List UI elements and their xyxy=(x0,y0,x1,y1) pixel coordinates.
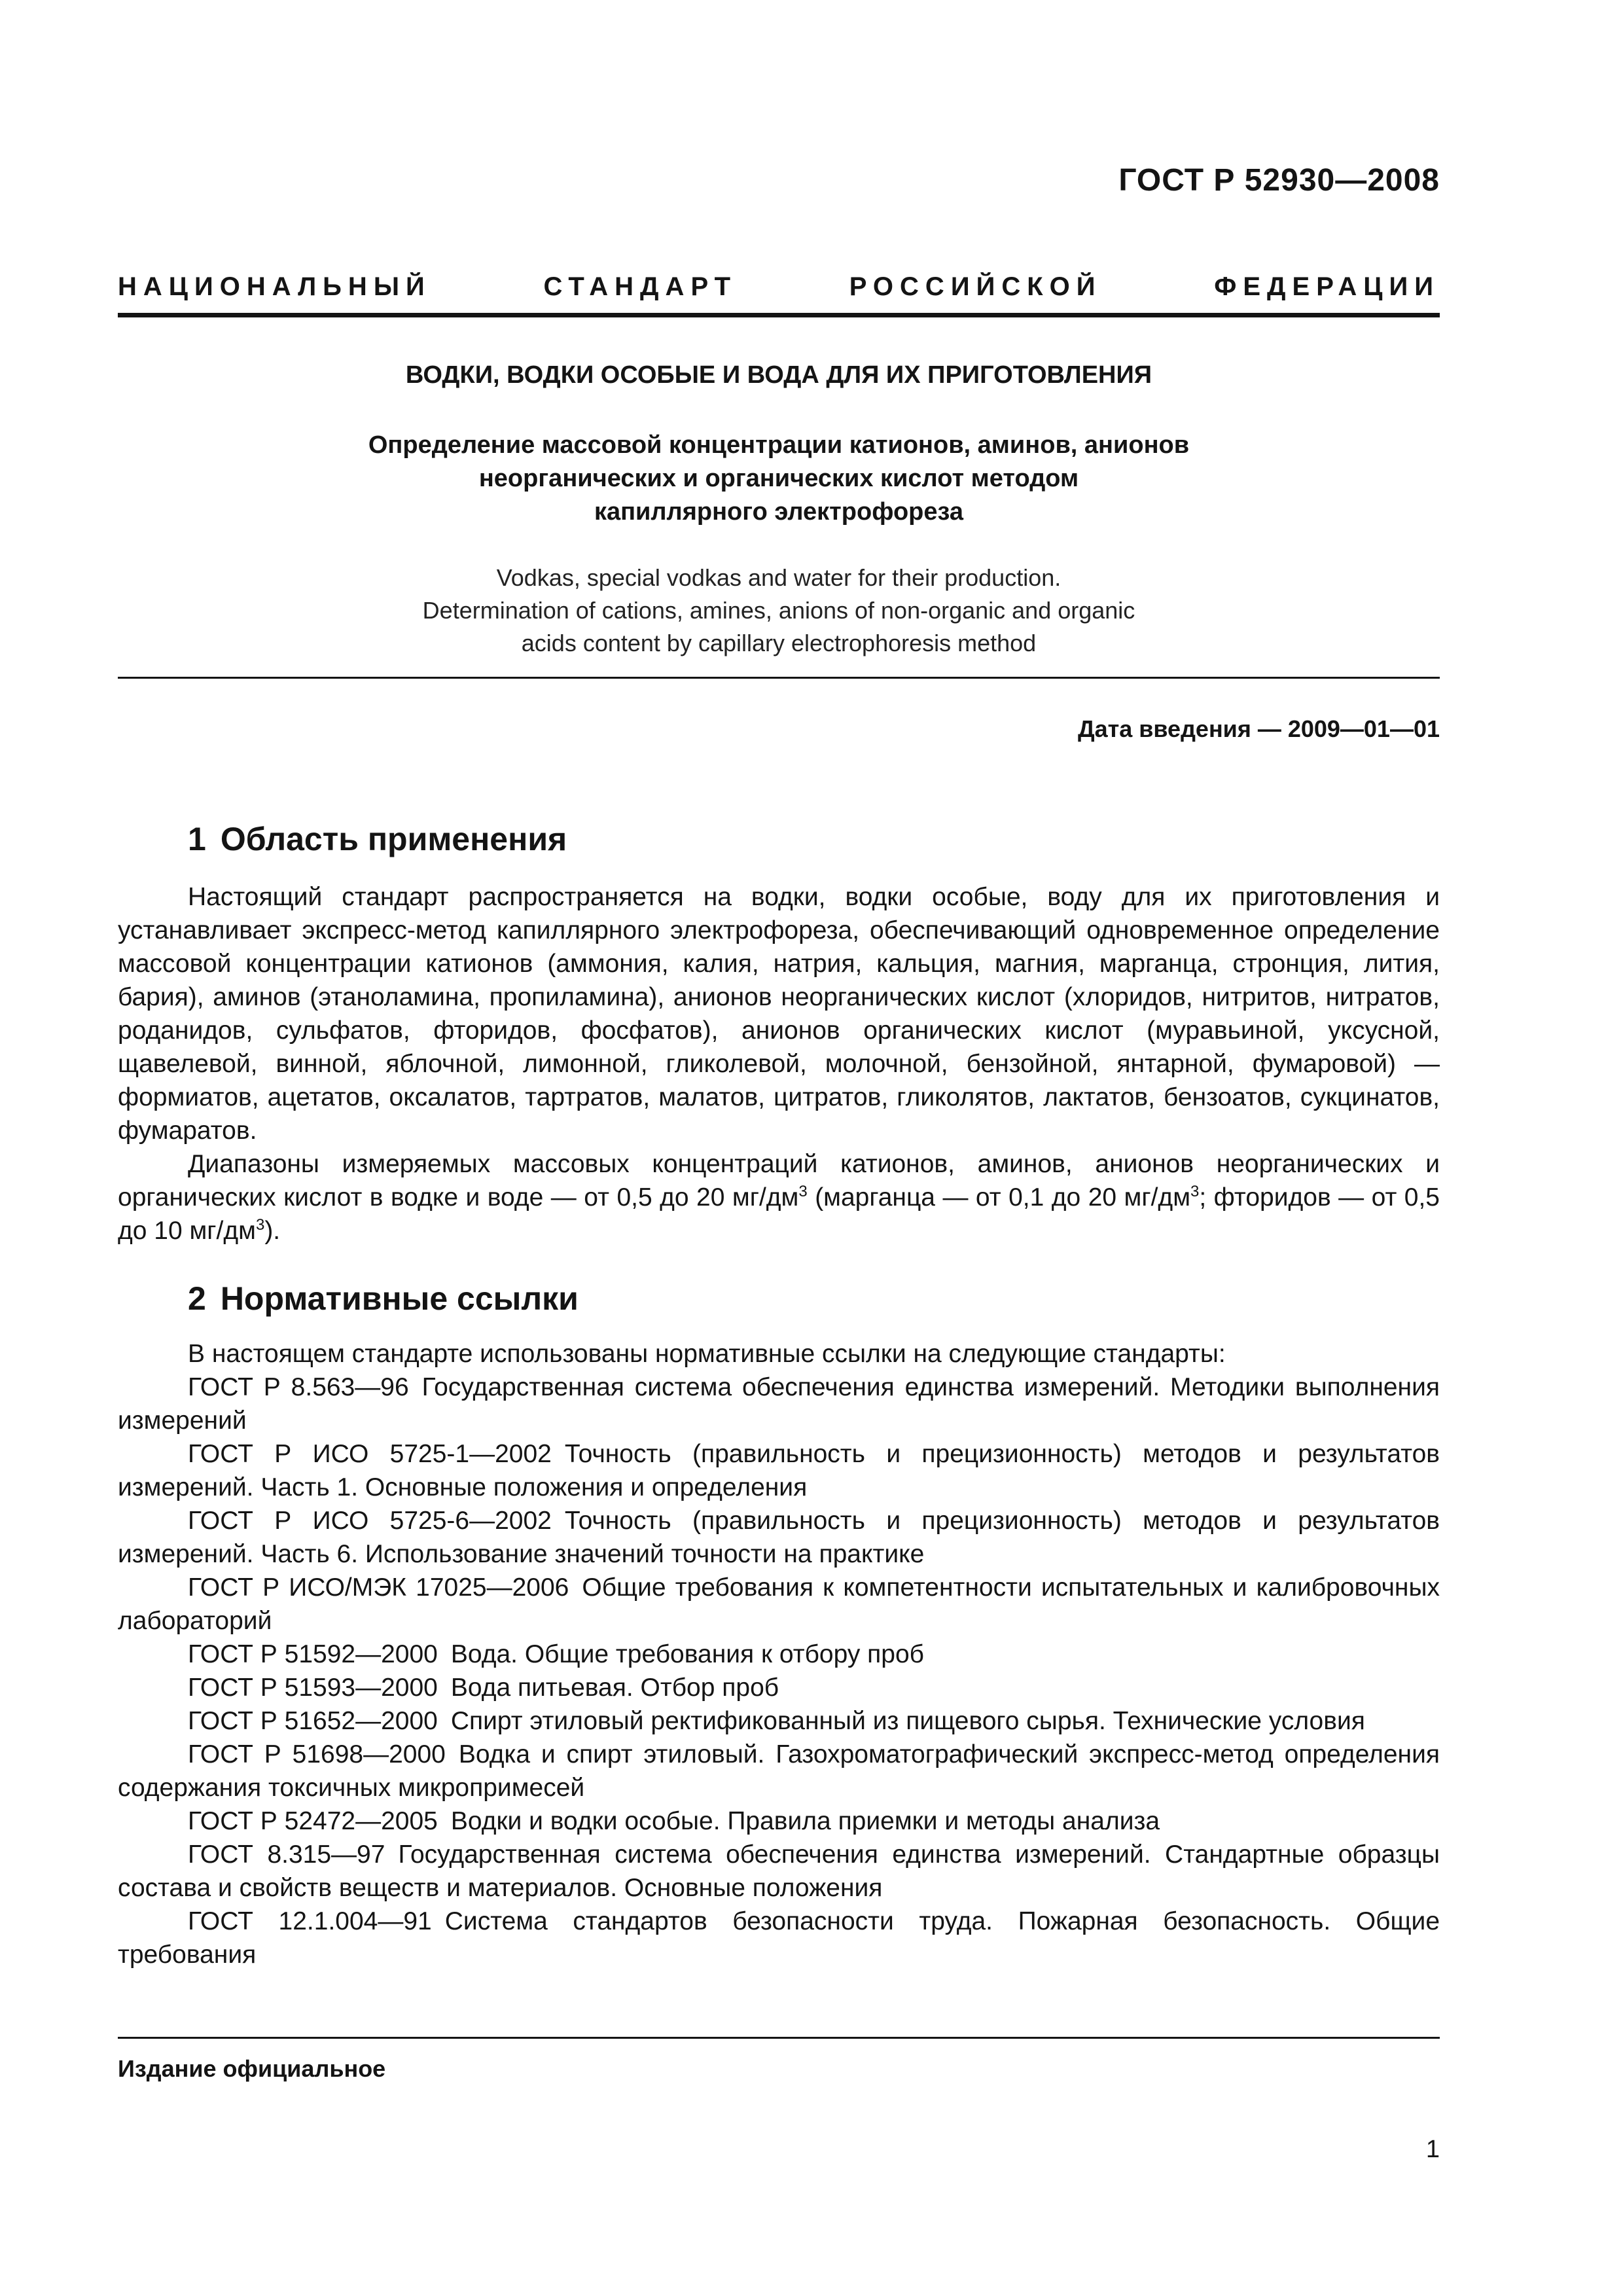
reference-code: ГОСТ Р 51593—2000 xyxy=(188,1674,438,1702)
reference-text: Спирт этиловый ректификованный из пищевого сырья. Технические условия xyxy=(450,1707,1365,1735)
reference-code: ГОСТ Р ИСО 5725-1—2002 xyxy=(188,1440,552,1468)
reference-text: Точность (правильность и прецизионность) методов и результатов измерений. Часть 6. Использование значений точности на практике xyxy=(118,1507,1440,1568)
reference-text: Водка и спирт этиловый. Газохроматографический экспресс-метод определения содержания токсичных микропримесей xyxy=(118,1740,1440,1802)
section-number: 2 xyxy=(188,1280,206,1317)
reference-code: ГОСТ Р 51592—2000 xyxy=(188,1640,438,1668)
reference-item xyxy=(118,1671,1440,1704)
section-2-heading xyxy=(188,1280,579,1318)
reference-item xyxy=(118,1371,1440,1437)
reference-item xyxy=(118,1738,1440,1804)
subtitle-line: неорганических и органических кислот методом xyxy=(478,465,1079,492)
reference-text: Система стандартов безопасности труда. Пожарная безопасность. Общие требования xyxy=(118,1907,1440,1969)
reference-item xyxy=(118,1838,1440,1905)
reference-code: ГОСТ Р 52472—2005 xyxy=(188,1807,438,1835)
paragraph-text: ; фторидов — от 0,5 до 10 мг/дм xyxy=(118,1183,1440,1245)
english-title xyxy=(118,562,1440,660)
document-subtitle xyxy=(118,429,1440,529)
reference-text: Государственная система обеспечения единства измерений. Методики выполнения измерений xyxy=(118,1373,1440,1435)
reference-item xyxy=(118,1638,1440,1671)
header-rule xyxy=(118,313,1440,317)
superscript: 3 xyxy=(1190,1183,1200,1200)
reference-item xyxy=(118,1437,1440,1504)
paragraph-text: ). xyxy=(264,1217,281,1245)
title-rule xyxy=(118,677,1440,679)
footer-rule xyxy=(118,2037,1440,2039)
superscript: 3 xyxy=(798,1183,808,1200)
reference-text: Общие требования к компетентности испытательных и калибровочных лабораторий xyxy=(118,1573,1440,1635)
paragraph-text: Диапазоны измеряемых массовых концентраций катионов, аминов, анионов неорганических и органических кислот в водке и воде — от 0,5 до 20 мг/дм xyxy=(118,1150,1440,1211)
reference-text: Вода питьевая. Отбор проб xyxy=(450,1674,779,1702)
section-1-heading xyxy=(188,820,567,858)
introduction-date: Дата введения — 2009—01—01 xyxy=(1077,715,1440,742)
national-standard-banner: НАЦИОНАЛЬНЫЙ СТАНДАРТ РОССИЙСКОЙ ФЕДЕРАЦИИ xyxy=(118,272,1440,301)
english-title-line: acids content by capillary electrophoresis method xyxy=(521,630,1037,656)
reference-text: Вода. Общие требования к отбору проб xyxy=(450,1640,925,1668)
section-number: 1 xyxy=(188,821,206,857)
english-title-line: Determination of cations, amines, anions of non-organic and organic xyxy=(422,597,1135,624)
page-number: 1 xyxy=(1425,2136,1440,2163)
superscript: 3 xyxy=(255,1216,265,1234)
reference-code: ГОСТ Р 51652—2000 xyxy=(188,1707,438,1735)
reference-text: Точность (правильность и прецизионность) методов и результатов измерений. Часть 1. Основные положения и определения xyxy=(118,1440,1440,1501)
reference-item xyxy=(118,1704,1440,1738)
reference-code: ГОСТ Р 8.563—96 xyxy=(188,1373,409,1401)
english-title-line: Vodkas, special vodkas and water for their production. xyxy=(496,564,1061,591)
reference-code: ГОСТ Р ИСО/МЭК 17025—2006 xyxy=(188,1573,569,1602)
section-1-body xyxy=(118,880,1440,1247)
paragraph: Настоящий стандарт распространяется на водки, водки особые, воду для их приготовления и устанавливает экспресс-метод капиллярного электрофореза, обеспечивающий одновременное определение массовой концентрации катионов (аммония, калия, натрия, кальция, магния, марганца, стронция, лития, бария), аминов (этаноламина, пропиламина), анионов неорганических кислот (хлоридов, нитритов, нитратов, роданидов, сульфатов, фторидов, фосфатов), анионов органических кислот (муравьиной, уксусной, щавелевой, винной, яблочной, лимонной, гликолевой, молочной, бензойной, янтарной, фумаровой) — формиатов, ацетатов, оксалатов, тартратов, малатов, цитратов, гликолятов, лактатов, бензоатов, сукцинатов, фумаратов. xyxy=(118,883,1440,1145)
paragraph xyxy=(118,1147,1440,1247)
edition-label: Издание официальное xyxy=(118,2055,386,2082)
subtitle-line: Определение массовой концентрации катионов, аминов, анионов xyxy=(368,431,1190,459)
paragraph-text: (марганца — от 0,1 до 20 мг/дм xyxy=(807,1183,1191,1211)
reference-code: ГОСТ 8.315—97 xyxy=(188,1840,385,1869)
subtitle-line: капиллярного электрофореза xyxy=(594,498,964,526)
reference-item xyxy=(118,1804,1440,1838)
reference-code: ГОСТ Р ИСО 5725-6—2002 xyxy=(188,1507,552,1535)
reference-item xyxy=(118,1571,1440,1638)
reference-item xyxy=(118,1905,1440,1971)
document-page xyxy=(118,0,1440,2296)
reference-code: ГОСТ 12.1.004—91 xyxy=(188,1907,432,1935)
section-title: Нормативные ссылки xyxy=(220,1280,579,1317)
gost-number: ГОСТ Р 52930—2008 xyxy=(1118,163,1440,198)
section-title: Область применения xyxy=(220,821,567,857)
document-title: ВОДКИ, ВОДКИ ОСОБЫЕ И ВОДА ДЛЯ ИХ ПРИГОТОВЛЕНИЯ xyxy=(405,361,1152,389)
paragraph: В настоящем стандарте использованы нормативные ссылки на следующие стандарты: xyxy=(188,1340,1226,1368)
section-2-body xyxy=(118,1337,1440,1971)
reference-item xyxy=(118,1504,1440,1571)
reference-text: Водки и водки особые. Правила приемки и методы анализа xyxy=(450,1807,1160,1835)
reference-text: Государственная система обеспечения единства измерений. Стандартные образцы состава и свойств веществ и материалов. Основные положения xyxy=(118,1840,1440,1902)
reference-code: ГОСТ Р 51698—2000 xyxy=(188,1740,446,1768)
